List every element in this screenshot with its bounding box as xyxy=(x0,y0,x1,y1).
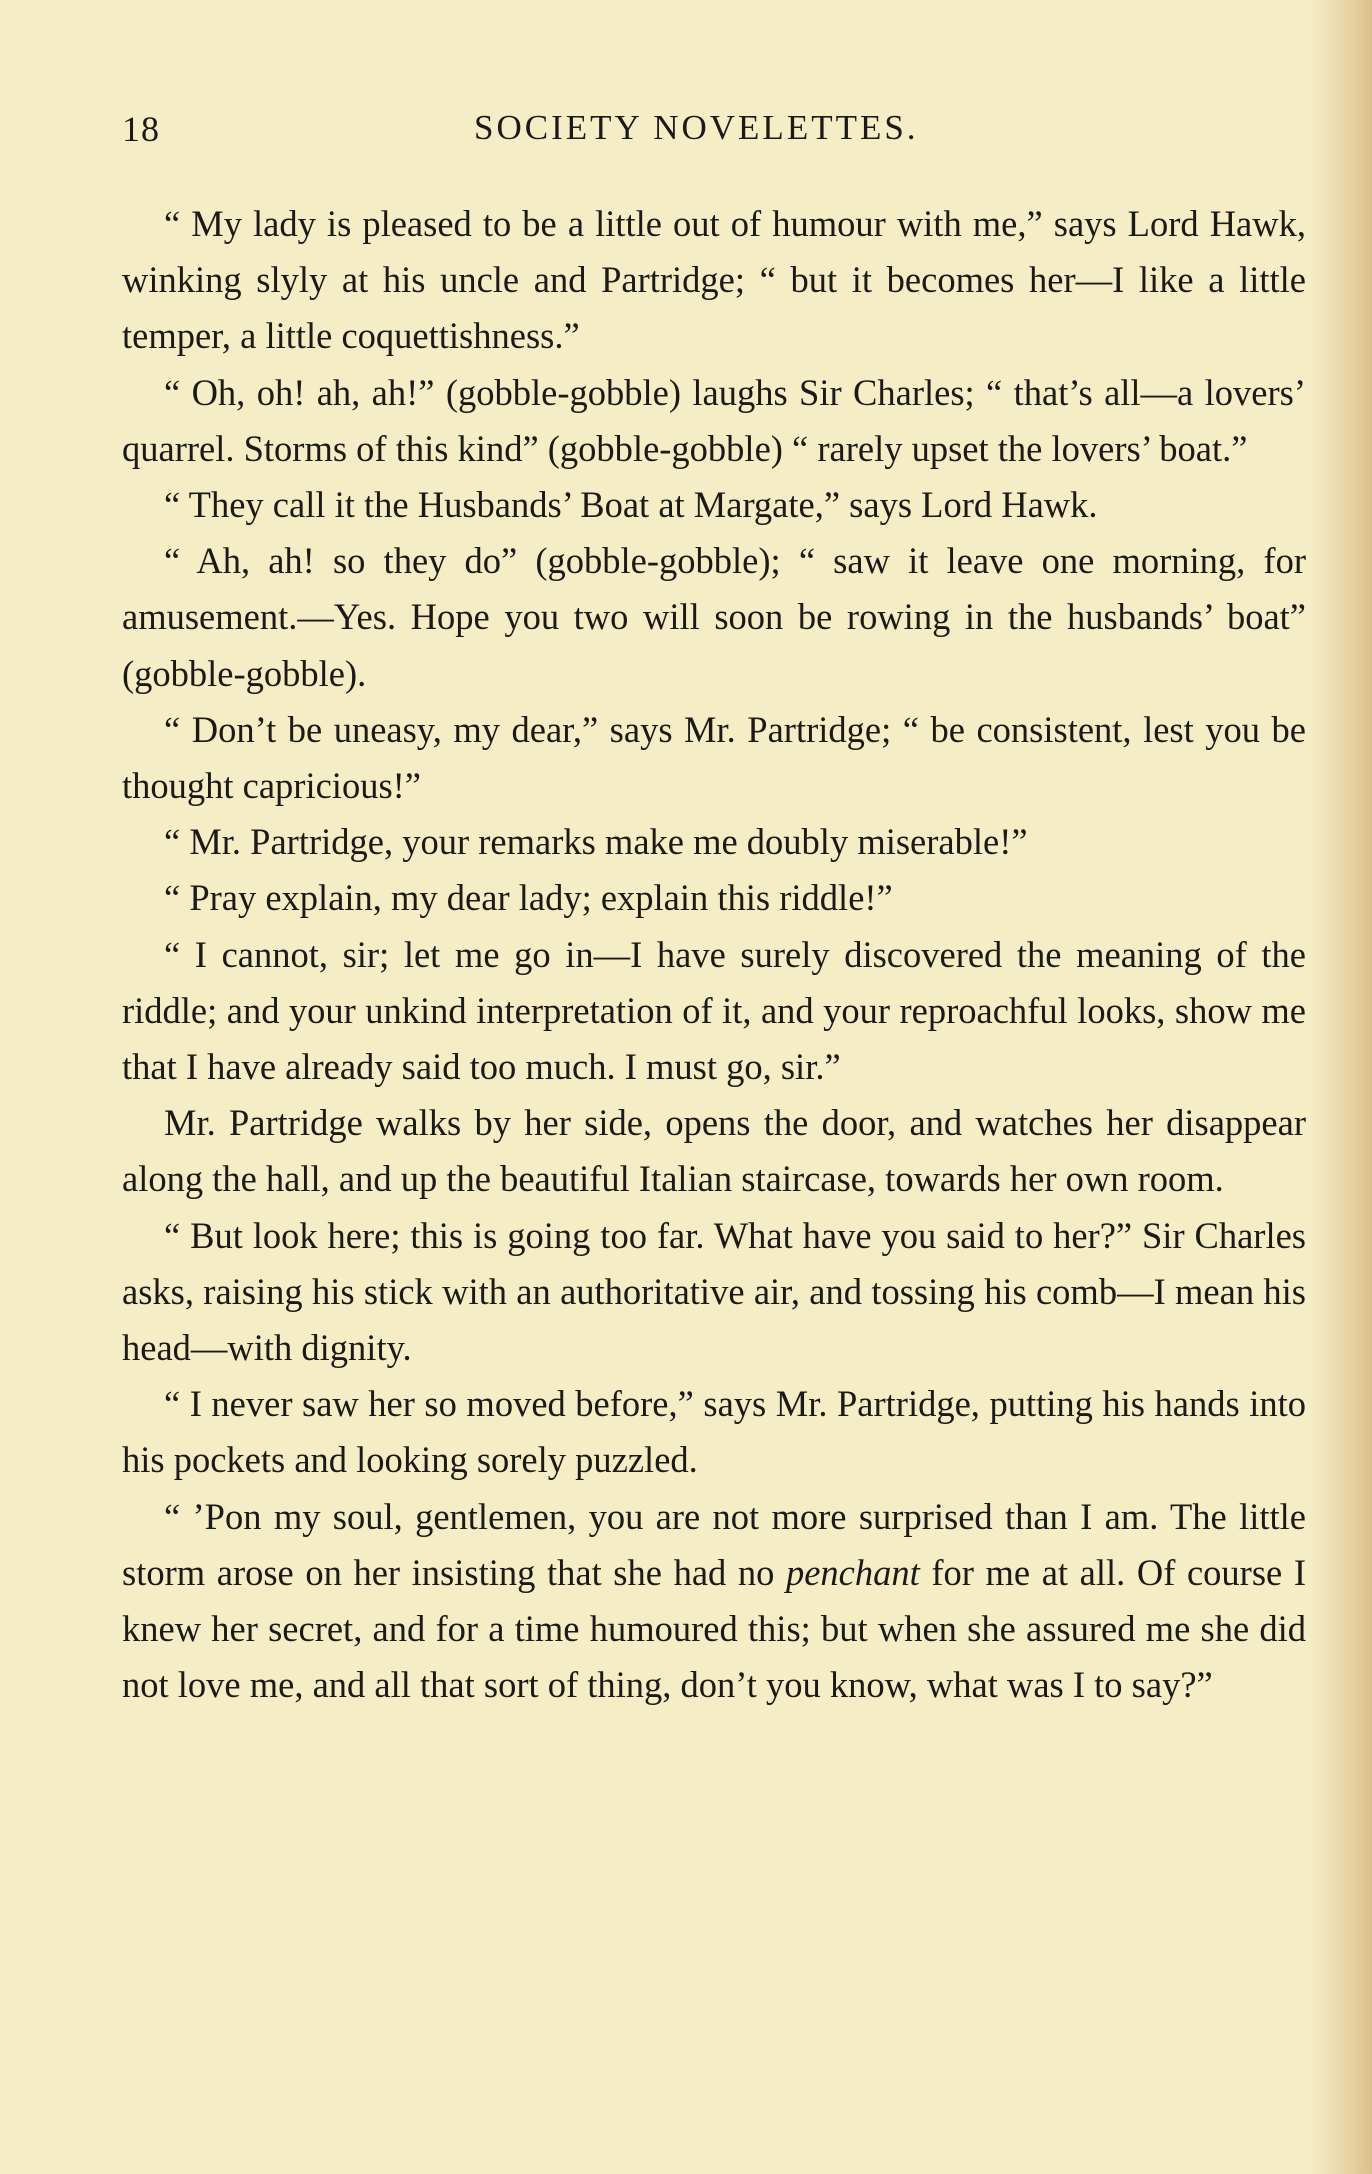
paragraph: “ Don’t be uneasy, my dear,” says Mr. Partridge; “ be consistent, lest you be thought capricious!” xyxy=(122,708,1306,807)
body-text xyxy=(122,196,1306,1713)
paragraph: “ Pray explain, my dear lady; explain this riddle!” xyxy=(164,877,893,919)
paragraph: Mr. Partridge walks by her side, opens the door, and watches her disappear along the hall, and up the beautiful Italian staircase, towards her own room. xyxy=(122,1102,1306,1200)
paragraph: “ They call it the Husbands’ Boat at Margate,” says Lord Hawk. xyxy=(164,484,1098,526)
text-run: “ ’Pon my soul, gentlemen, you are not more surprised than I am. The little storm arose on her insisting that she had no xyxy=(122,1495,1306,1593)
paragraph: “ I never saw her so moved before,” says Mr. Partridge, putting his hands into his pockets and looking sorely puzzled. xyxy=(122,1383,1306,1481)
running-title: SOCIETY NOVELETTES. xyxy=(474,108,919,147)
italic-word: penchant xyxy=(785,1551,920,1593)
paragraph: “ Ah, ah! so they do” (gobble-gobble); “ saw it leave one morning, for amusement.—Yes. Hope you two will soon be rowing in the husbands’ boat” (gobble-gobble). xyxy=(122,540,1306,694)
text-run: for me at all. Of course I knew her secret, and for a time humoured this; but when she assured me she did not love me, and all that sort of thing, don’t you know, what was I to say?” xyxy=(122,1551,1306,1706)
paragraph: “ Oh, oh! ah, ah!” (gobble-gobble) laughs Sir Charles; “ that’s all—a lovers’ quarrel. Storms of this kind” (gobble-gobble) “ rarely upset the lovers’ boat.” xyxy=(122,371,1306,469)
paragraph-last xyxy=(122,1489,1306,1714)
running-head xyxy=(122,108,1302,158)
page-number: 18 xyxy=(122,109,160,149)
paragraph: “ I cannot, sir; let me go in—I have surely discovered the meaning of the riddle; and your unkind interpretation of it, and your reproachful looks, show me that I have already said too much. I must go, sir.” xyxy=(122,933,1306,1088)
paragraph: “ My lady is pleased to be a little out of humour with me,” says Lord Hawk, winking slyly at his uncle and Partridge; “ but it becomes her—I like a little temper, a little coquettishness.” xyxy=(122,203,1306,357)
paragraph: “ Mr. Partridge, your remarks make me doubly miserable!” xyxy=(164,821,1028,863)
paragraph: “ But look here; this is going too far. What have you said to her?” Sir Charles asks, raising his stick with an authoritative air, and tossing his comb—I mean his head—with dignity. xyxy=(122,1214,1306,1369)
